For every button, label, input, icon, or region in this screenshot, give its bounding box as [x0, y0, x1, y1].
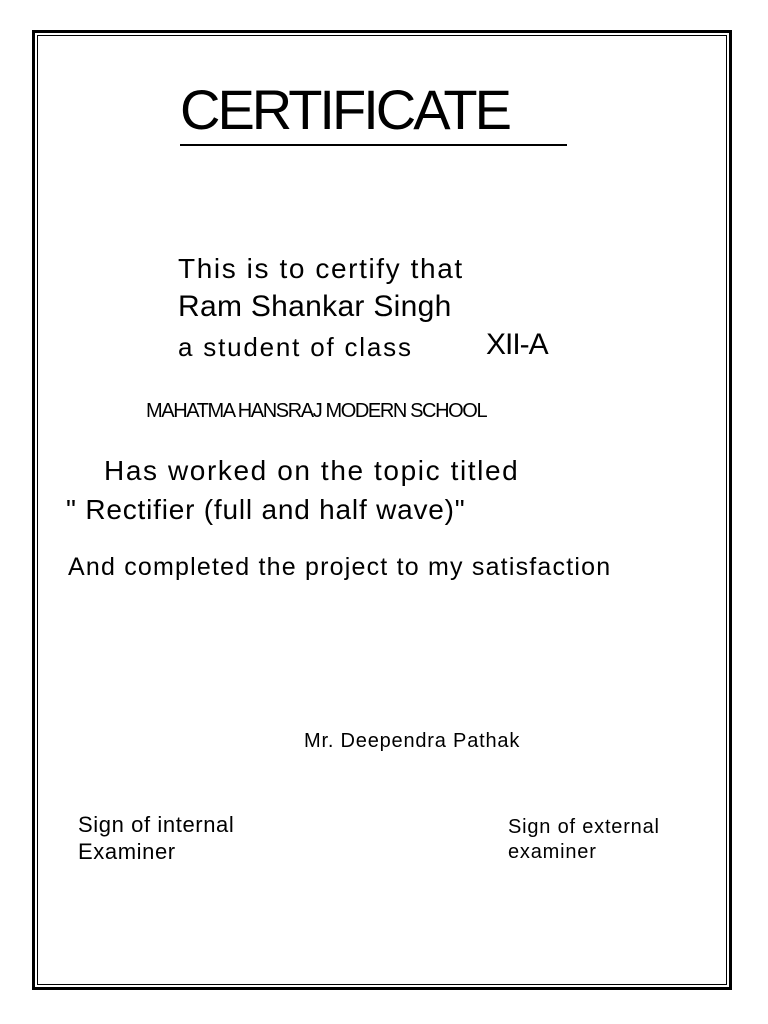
teacher-name: Mr. Deependra Pathak [304, 730, 521, 752]
internal-examiner-sign [78, 811, 308, 865]
title-underline [180, 144, 567, 146]
class-name: XII-A [486, 328, 548, 361]
certify-intro: This is to certify that [178, 253, 464, 284]
internal-sign-line2: Examiner [78, 839, 176, 864]
external-sign-line2: examiner [508, 841, 597, 863]
internal-sign-line1: Sign of internal [78, 812, 235, 837]
external-sign-line1: Sign of external [508, 816, 660, 838]
completion-statement: And completed the project to my satisfaction [68, 553, 612, 581]
external-examiner-sign [508, 815, 718, 865]
school-name: MAHATMA HANSRAJ MODERN SCHOOL [146, 400, 487, 422]
class-prefix: a student of class [178, 332, 413, 362]
student-name: Ram Shankar Singh [178, 290, 452, 323]
project-topic: " Rectifier (full and half wave)" [66, 494, 466, 525]
certificate-title: CERTIFICATE [180, 78, 509, 141]
topic-intro: Has worked on the topic titled [104, 455, 520, 486]
